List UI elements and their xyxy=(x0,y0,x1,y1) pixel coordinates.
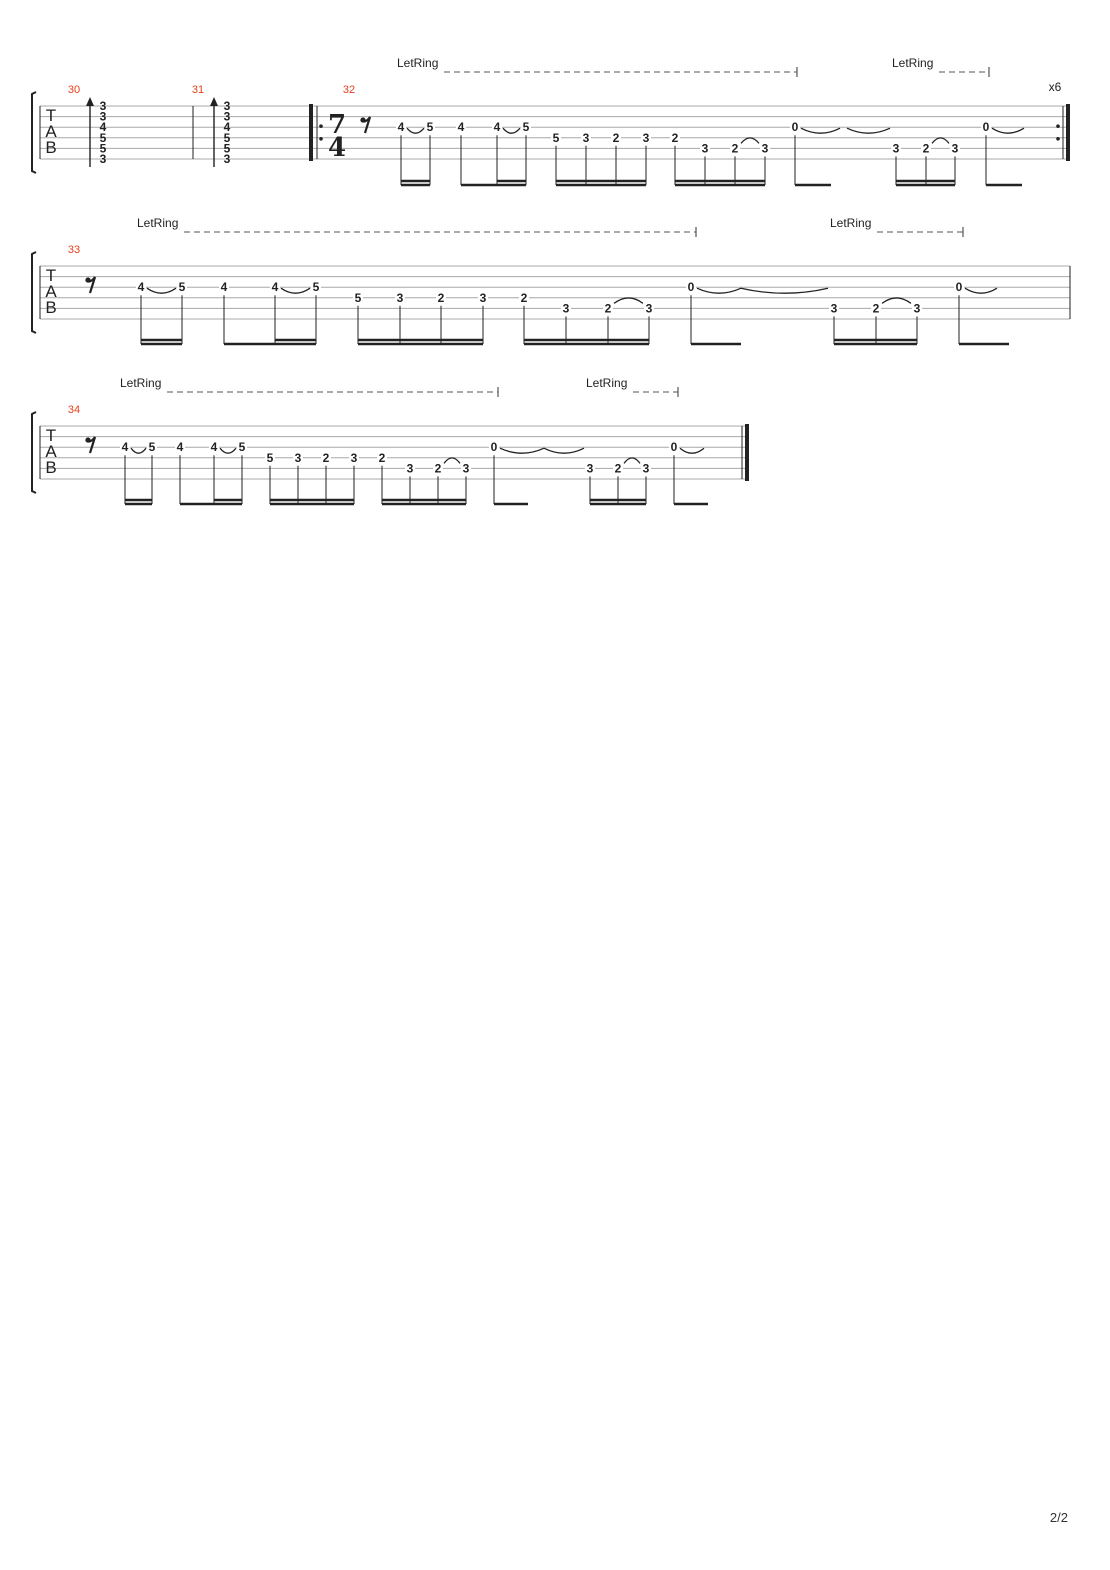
tie-slur xyxy=(444,458,460,464)
fret-number: 4 xyxy=(176,440,184,455)
fret-number: 5 xyxy=(238,440,246,455)
fret-number: 2 xyxy=(872,301,880,316)
fret-number: 3 xyxy=(642,461,650,476)
fret-number: 0 xyxy=(670,440,678,455)
fret-number: 0 xyxy=(791,120,799,135)
tie-slur xyxy=(544,448,584,453)
chord-fret: 5 xyxy=(223,141,231,156)
fret-number: 3 xyxy=(462,461,470,476)
chord-fret: 5 xyxy=(223,130,231,145)
fret-number: 4 xyxy=(493,120,501,135)
let-ring-label: LetRing xyxy=(830,216,872,230)
fret-number: 5 xyxy=(266,450,274,465)
let-ring-label: LetRing xyxy=(892,56,934,70)
tie-slur xyxy=(801,128,840,133)
let-ring-label: LetRing xyxy=(397,56,439,70)
eighth-rest-dot xyxy=(360,117,365,122)
up-arrow-head xyxy=(210,97,218,106)
fret-number: 2 xyxy=(322,450,330,465)
fret-number: 3 xyxy=(642,130,650,145)
tab-clef-letter: A xyxy=(45,122,57,141)
tab-clef-letter: T xyxy=(45,266,57,285)
fret-number: 5 xyxy=(522,120,530,135)
fret-number: 5 xyxy=(354,290,362,305)
fret-number: 0 xyxy=(955,280,963,295)
chord-fret: 3 xyxy=(223,152,231,166)
repeat-dot xyxy=(319,124,323,128)
fret-number: 0 xyxy=(490,440,498,455)
tie-slur xyxy=(220,448,236,453)
tab-clef-letter: A xyxy=(45,442,57,461)
fret-number: 2 xyxy=(437,290,445,305)
chord-fret: 3 xyxy=(99,152,107,166)
measure-number: 32 xyxy=(342,84,356,96)
chord-fret: 4 xyxy=(99,120,107,135)
tie-slur xyxy=(965,288,997,293)
tab-clef-letter: B xyxy=(45,298,57,317)
fret-number: 4 xyxy=(271,280,279,295)
fret-number: 2 xyxy=(520,290,528,305)
repeat-dot xyxy=(319,137,323,141)
system-bracket xyxy=(32,92,36,173)
fret-number: 3 xyxy=(562,301,570,316)
measure-number: 33 xyxy=(67,244,81,256)
fret-number: 3 xyxy=(396,290,404,305)
system-bracket xyxy=(32,252,36,333)
fret-number: 3 xyxy=(582,130,590,145)
fret-number: 2 xyxy=(604,301,612,316)
eighth-rest-dot xyxy=(85,277,90,282)
let-ring-label: LetRing xyxy=(120,376,162,390)
tie-slur xyxy=(932,138,949,144)
fret-number: 3 xyxy=(951,141,959,156)
measure-number: 31 xyxy=(191,84,205,96)
fret-number: 2 xyxy=(612,130,620,145)
chord-fret: 3 xyxy=(223,109,231,124)
tab-clef-letter: A xyxy=(45,282,57,301)
fret-number: 4 xyxy=(397,120,405,135)
chord-fret: 3 xyxy=(99,99,107,113)
let-ring-label: LetRing xyxy=(137,216,179,230)
tab-clef-letter: B xyxy=(45,458,57,477)
fret-number: 3 xyxy=(294,450,302,465)
tie-slur xyxy=(992,128,1024,133)
fret-number: 4 xyxy=(137,280,145,295)
tie-slur xyxy=(131,448,146,453)
repeat-dot xyxy=(1056,137,1060,141)
fret-number: 0 xyxy=(687,280,695,295)
tie-slur xyxy=(503,128,520,133)
fret-number: 3 xyxy=(701,141,709,156)
repeat-count: x6 xyxy=(1048,80,1062,94)
fret-number: 2 xyxy=(378,450,386,465)
system-bracket xyxy=(32,412,36,493)
tie-slur xyxy=(147,288,176,293)
fret-number: 5 xyxy=(312,280,320,295)
tie-slur xyxy=(882,298,911,304)
fret-number: 5 xyxy=(178,280,186,295)
tab-clef-letter: B xyxy=(45,138,57,157)
fret-number: 5 xyxy=(552,130,560,145)
let-ring-label: LetRing xyxy=(586,376,628,390)
tie-slur xyxy=(741,288,828,293)
fret-number: 3 xyxy=(479,290,487,305)
chord-fret: 4 xyxy=(223,120,231,135)
fret-number: 4 xyxy=(220,280,228,295)
time-signature-bottom: 4 xyxy=(327,133,347,163)
measure-number: 34 xyxy=(67,404,81,416)
fret-number: 3 xyxy=(350,450,358,465)
fret-number: 5 xyxy=(426,120,434,135)
tie-slur xyxy=(847,128,890,133)
tie-slur xyxy=(741,138,759,144)
fret-number: 4 xyxy=(457,120,465,135)
fret-number: 3 xyxy=(892,141,900,156)
fret-number: 2 xyxy=(614,461,622,476)
tie-slur xyxy=(281,288,310,293)
time-signature-top: 7 xyxy=(327,110,347,140)
fret-number: 5 xyxy=(148,440,156,455)
chord-fret: 5 xyxy=(99,130,107,145)
tie-slur xyxy=(680,448,704,453)
fret-number: 0 xyxy=(982,120,990,135)
tie-slur xyxy=(697,288,741,293)
up-arrow-head xyxy=(86,97,94,106)
tie-slur xyxy=(614,298,643,304)
tie-slur xyxy=(624,458,640,464)
tab-clef-letter: T xyxy=(45,426,57,445)
fret-number: 3 xyxy=(913,301,921,316)
fret-number: 2 xyxy=(731,141,739,156)
chord-fret: 3 xyxy=(223,99,231,113)
fret-number: 2 xyxy=(922,141,930,156)
fret-number: 3 xyxy=(830,301,838,316)
eighth-rest-dot xyxy=(85,437,90,442)
chord-fret: 5 xyxy=(99,141,107,156)
fret-number: 3 xyxy=(406,461,414,476)
repeat-dot xyxy=(1056,124,1060,128)
fret-number: 3 xyxy=(761,141,769,156)
fret-number: 3 xyxy=(586,461,594,476)
fret-number: 3 xyxy=(645,301,653,316)
tab-clef-letter: T xyxy=(45,106,57,125)
tie-slur xyxy=(407,128,424,133)
page-number: 2/2 xyxy=(1049,1510,1068,1525)
fret-number: 4 xyxy=(121,440,129,455)
fret-number: 4 xyxy=(210,440,218,455)
fret-number: 2 xyxy=(671,130,679,145)
chord-fret: 3 xyxy=(99,109,107,124)
measure-number: 30 xyxy=(67,84,81,96)
fret-number: 2 xyxy=(434,461,442,476)
tie-slur xyxy=(500,448,544,453)
